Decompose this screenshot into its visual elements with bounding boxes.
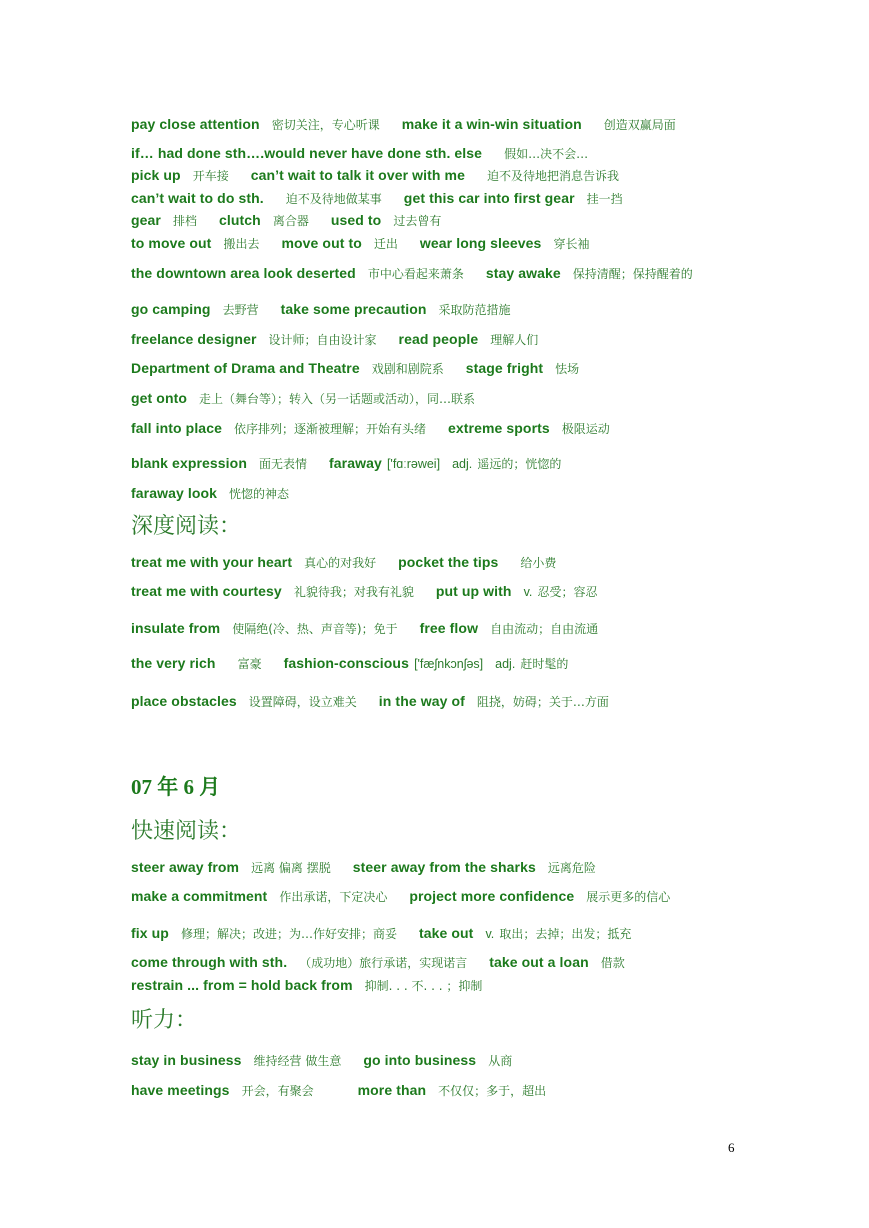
translation: 搬出去	[223, 237, 260, 251]
term: have meetings	[131, 1082, 230, 1098]
translation: 抑制. . . 不. . . ；抑制	[364, 979, 483, 993]
translation: 过去曾有	[393, 214, 442, 228]
term: go into business	[363, 1052, 477, 1068]
translation: 自由流动；自由流通	[490, 622, 599, 636]
term: insulate from	[131, 620, 221, 636]
translation: 极限运动	[561, 422, 610, 436]
section-heading: 听力：	[131, 1008, 198, 1033]
page-number: 6	[728, 1140, 735, 1155]
translation: 富豪	[237, 657, 262, 671]
translation: 保持清醒；保持醒着的	[572, 267, 693, 281]
phonetic: ['fɑːrəwei]	[386, 457, 441, 471]
term: treat me with your heart	[131, 554, 293, 570]
term: fall into place	[131, 420, 222, 436]
vocab-line	[131, 653, 829, 673]
term: to move out	[131, 235, 212, 251]
vocab-line	[131, 233, 829, 253]
vocab-line	[131, 975, 829, 995]
vocab-line	[131, 691, 829, 711]
term: blank expression	[131, 455, 247, 471]
translation: 远离危险	[547, 861, 596, 875]
translation: 给小费	[520, 556, 557, 570]
translation: 走上（舞台等）；转入（另一话题或活动），同…联系	[199, 392, 476, 406]
vocab-line	[131, 165, 829, 185]
translation: 密切关注，专心听课	[271, 118, 380, 132]
term: the downtown area look deserted	[131, 265, 356, 281]
vocab-line	[131, 857, 829, 877]
translation: 开车接	[192, 169, 229, 183]
term: go camping	[131, 301, 211, 317]
translation: 迫不及待地做某事	[285, 192, 382, 206]
term: place obstacles	[131, 693, 237, 709]
vocab-line	[131, 329, 829, 349]
translation: 赶时髦的	[520, 657, 569, 671]
translation: 修理；解决；改进；为…作好安排；商妥	[180, 927, 397, 941]
vocab-line	[131, 388, 829, 408]
term: get this car into first gear	[403, 190, 575, 206]
vocab-line	[131, 581, 829, 601]
term: free flow	[419, 620, 479, 636]
term: faraway look	[131, 485, 218, 501]
term: make a commitment	[131, 888, 268, 904]
translation: 设置障碍，设立难关	[248, 695, 357, 709]
translation: 理解人们	[490, 333, 539, 347]
translation: 展示更多的信心	[586, 890, 671, 904]
translation: 真心的对我好	[304, 556, 377, 570]
term: wear long sleeves	[419, 235, 542, 251]
term: pocket the tips	[398, 554, 499, 570]
translation: 挂一挡	[586, 192, 623, 206]
translation: 迫不及待地把消息告诉我	[486, 169, 619, 183]
translation: 市中心看起来萧条	[367, 267, 464, 281]
term: steer away from	[131, 859, 240, 875]
vocab-line	[131, 358, 829, 378]
vocab-line	[131, 923, 829, 943]
vocab-line	[131, 263, 829, 283]
translation: 去野营	[222, 303, 259, 317]
translation: 穿长袖	[553, 237, 590, 251]
date-heading: 07 年 6 月	[131, 775, 221, 799]
term: get onto	[131, 390, 188, 406]
term: project more confidence	[409, 888, 575, 904]
translation: 从商	[488, 1054, 513, 1068]
vocab-line	[131, 1050, 829, 1070]
part-of-speech: v.	[485, 927, 495, 941]
term: restrain ... from = hold back from	[131, 977, 353, 993]
translation: 阻挠，妨碍；关于…方面	[476, 695, 609, 709]
term: Department of Drama and Theatre	[131, 360, 360, 376]
translation: 采取防范措施	[438, 303, 511, 317]
translation: 远离 偏离 摆脱	[251, 861, 331, 875]
term: faraway	[329, 455, 382, 471]
translation: 维持经营 做生意	[253, 1054, 342, 1068]
term: steer away from the sharks	[352, 859, 536, 875]
vocab-line	[131, 552, 829, 572]
section-heading: 深度阅读：	[131, 514, 242, 539]
translation: 开会，有聚会	[241, 1084, 314, 1098]
vocab-line	[131, 453, 829, 473]
term: can’t wait to do sth.	[131, 190, 264, 206]
term: in the way of	[378, 693, 465, 709]
term: the very rich	[131, 655, 216, 671]
vocab-line	[131, 143, 829, 163]
term: fashion-conscious	[283, 655, 409, 671]
term: stay awake	[485, 265, 561, 281]
vocab-line	[131, 188, 829, 208]
vocab-line	[131, 299, 829, 319]
translation: 戏剧和剧院系	[371, 362, 444, 376]
term: pay close attention	[131, 116, 260, 132]
term: take out	[418, 925, 474, 941]
term: extreme sports	[447, 420, 550, 436]
part-of-speech: adj.	[452, 457, 473, 471]
section-heading: 快速阅读：	[131, 819, 242, 844]
term: more than	[357, 1082, 427, 1098]
term: used to	[330, 212, 382, 228]
phonetic: ['fæʃnkɔnʃəs]	[414, 657, 484, 671]
translation: 排档	[172, 214, 197, 228]
term: put up with	[435, 583, 512, 599]
part-of-speech: adj.	[495, 657, 516, 671]
vocab-line	[131, 952, 829, 972]
term: freelance designer	[131, 331, 257, 347]
translation: 取出；去掉；出发；抵充	[499, 927, 632, 941]
vocab-line	[131, 618, 829, 638]
term: stage fright	[465, 360, 544, 376]
translation: （成功地）旅行承诺，实现诺言	[299, 956, 468, 970]
term: pick up	[131, 167, 181, 183]
term: come through with sth.	[131, 954, 288, 970]
term: move out to	[281, 235, 362, 251]
translation: 遥远的；恍惚的	[477, 457, 562, 471]
term: take out a loan	[489, 954, 589, 970]
term: can’t wait to talk it over with me	[250, 167, 465, 183]
translation: 忍受；容忍	[537, 585, 598, 599]
vocab-line	[131, 114, 829, 134]
term: make it a win-win situation	[401, 116, 582, 132]
vocab-line	[131, 210, 829, 230]
translation: 迁出	[373, 237, 398, 251]
term: fix up	[131, 925, 169, 941]
vocab-line	[131, 418, 829, 438]
vocab-line	[131, 483, 829, 503]
translation: 恍惚的神态	[229, 487, 290, 501]
vocab-line	[131, 886, 829, 906]
term: if… had done sth….would never have done sth. else	[131, 145, 483, 161]
translation: 创造双赢局面	[603, 118, 676, 132]
part-of-speech: v.	[523, 585, 533, 599]
translation: 不仅仅；多于，超出	[438, 1084, 547, 1098]
translation: 作出承诺，下定决心	[279, 890, 388, 904]
term: clutch	[219, 212, 261, 228]
vocab-line	[131, 1080, 829, 1100]
translation: 礼貌待我；对我有礼貌	[293, 585, 414, 599]
term: treat me with courtesy	[131, 583, 282, 599]
translation: 依序排列；逐渐被理解；开始有头绪	[233, 422, 426, 436]
term: read people	[398, 331, 479, 347]
translation: 使隔绝(冷、热、声音等)；免于	[232, 622, 398, 636]
term: stay in business	[131, 1052, 242, 1068]
translation: 面无表情	[258, 457, 307, 471]
translation: 借款	[600, 956, 625, 970]
translation: 设计师；自由设计家	[268, 333, 377, 347]
term: take some precaution	[280, 301, 427, 317]
term: gear	[131, 212, 161, 228]
translation: 假如…决不会…	[504, 147, 589, 161]
translation: 怯场	[555, 362, 580, 376]
translation: 离合器	[272, 214, 309, 228]
